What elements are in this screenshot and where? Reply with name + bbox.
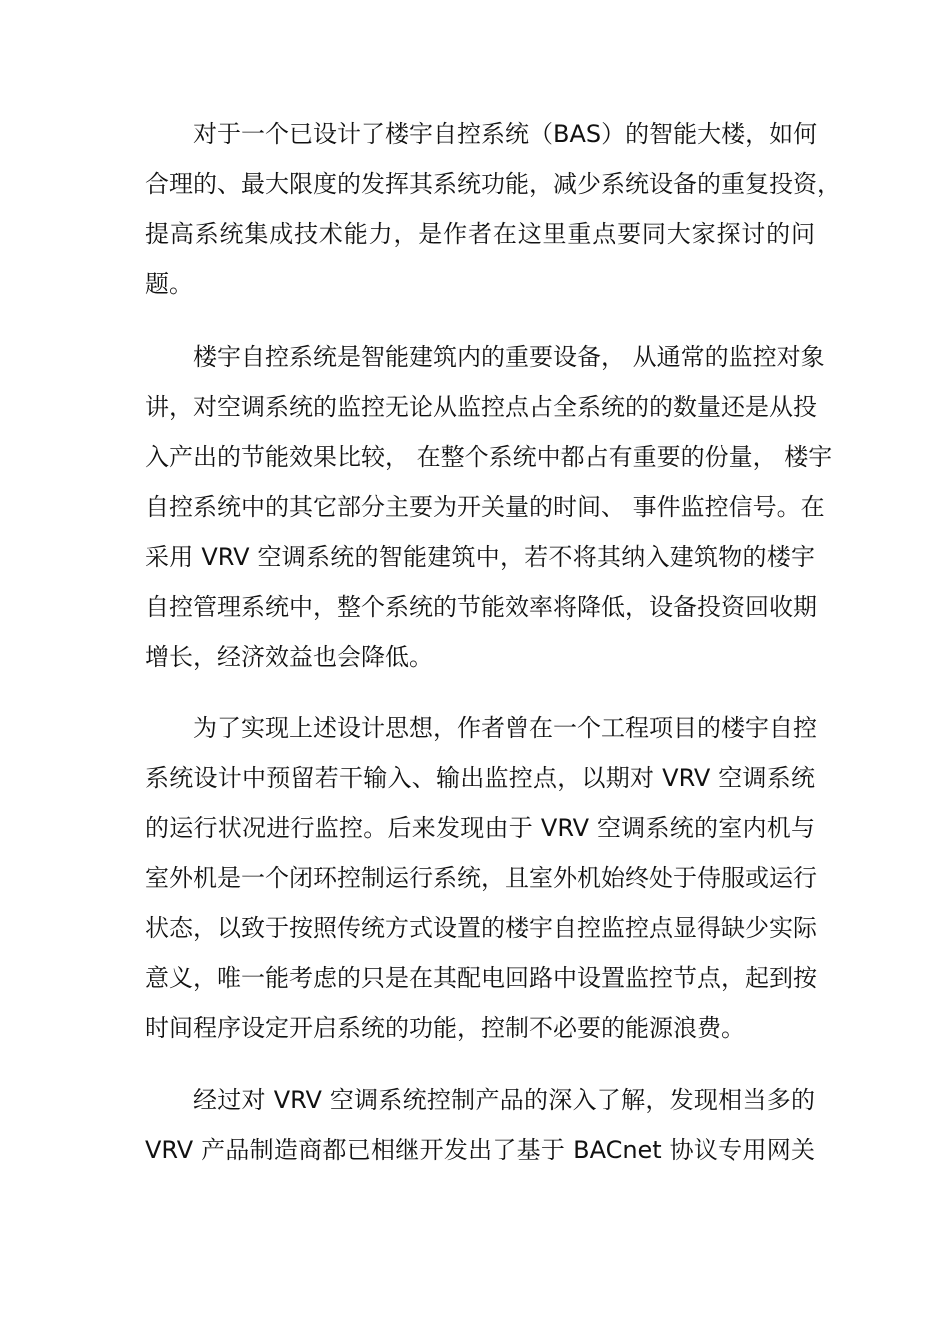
- paragraph-3-line-7: 时间程序设定开启系统的功能，控制不必要的能源浪费。: [145, 1014, 745, 1042]
- paragraph-1-line-3: 提高系统集成技术能力，是作者在这里重点要同大家探讨的问: [145, 220, 815, 248]
- paragraph-2-line-2: 讲，对空调系统的监控无论从监控点占全系统的的数量还是从投: [145, 393, 817, 421]
- paragraph-4-line-2: VRV 产品制造商都已相继开发出了基于 BACnet 协议专用网关: [145, 1136, 815, 1164]
- paragraph-3-line-4: 室外机是一个闭环控制运行系统，且室外机始终处于侍服或运行: [145, 864, 817, 892]
- paragraph-2-line-4: 自控系统中的其它部分主要为开关量的时间、 事件监控信号。在: [145, 493, 825, 521]
- paragraph-2-line-3: 入产出的节能效果比较， 在整个系统中都占有重要的份量， 楼宇: [145, 443, 833, 471]
- paragraph-3-line-5: 状态，以致于按照传统方式设置的楼宇自控监控点显得缺少实际: [145, 914, 817, 942]
- paragraph-4-line-1: 经过对 VRV 空调系统控制产品的深入了解，发现相当多的: [193, 1086, 815, 1114]
- paragraph-2-line-5: 采用 VRV 空调系统的智能建筑中，若不将其纳入建筑物的楼宇: [145, 543, 815, 571]
- paragraph-3-line-1: 为了实现上述设计思想，作者曾在一个工程项目的楼宇自控: [193, 714, 817, 742]
- paragraph-2-line-7: 增长，经济效益也会降低。: [145, 643, 433, 671]
- paragraph-3-line-6: 意义，唯一能考虑的只是在其配电回路中设置监控节点，起到按: [145, 964, 817, 992]
- paragraph-2-line-6: 自控管理系统中，整个系统的节能效率将降低，设备投资回收期: [145, 593, 817, 621]
- paragraph-1-line-4: 题。: [145, 270, 193, 298]
- paragraph-3-line-2: 系统设计中预留若干输入、输出监控点，以期对 VRV 空调系统: [145, 764, 815, 792]
- paragraph-1-line-2: 合理的、最大限度的发挥其系统功能，减少系统设备的重复投资，: [145, 170, 841, 198]
- paragraph-1-line-1: 对于一个已设计了楼宇自控系统（BAS）的智能大楼，如何: [193, 120, 818, 148]
- paragraph-3-line-3: 的运行状况进行监控。后来发现由于 VRV 空调系统的室内机与: [145, 814, 815, 842]
- paragraph-2-line-1: 楼宇自控系统是智能建筑内的重要设备， 从通常的监控对象: [193, 343, 825, 371]
